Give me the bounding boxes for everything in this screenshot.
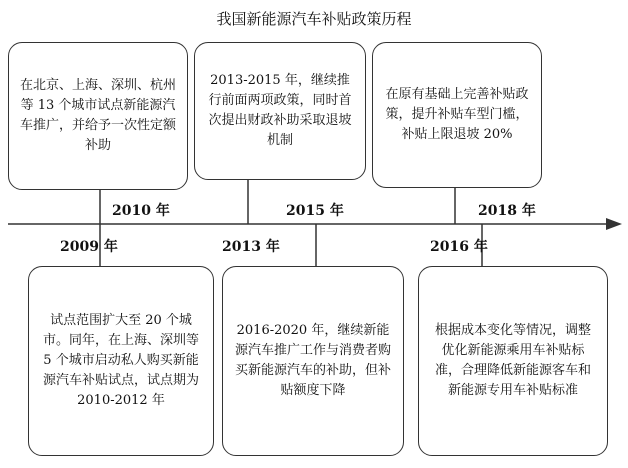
timeline-arrowhead — [606, 218, 622, 230]
event-text: 在北京、上海、深圳、杭州等 13 个城市试点新能源汽车推广，并给予一次性定额补助 — [19, 78, 176, 153]
event-text: 在原有基础上完善补贴政策，提升补贴车型门槛，补贴上限退坡 20% — [385, 87, 529, 142]
event-box-2018 — [418, 266, 608, 456]
year-label-2013: 2013 年 — [222, 239, 280, 255]
event-text: 根据成本变化等情况，调整优化新能源乘用车补贴标准，合理降低新能源客车和新能源专用车补贴标准 — [434, 323, 591, 398]
year-label-2010: 2010 年 — [112, 203, 170, 219]
event-text: 试点范围扩大至 20 个城市。同年，在上海、深圳等 5 个城市启动私人购买新能源汽车补贴试点，试点期为 2010-2012 年 — [42, 313, 199, 408]
year-label-2018: 2018 年 — [478, 203, 536, 219]
event-box-2010 — [28, 266, 214, 456]
event-box-2009 — [8, 42, 188, 190]
event-box-2016 — [372, 42, 542, 188]
event-text: 2016-2020 年，继续新能源汽车推广工作与消费者购买新能源汽车的补助，但补贴额度下降 — [234, 323, 391, 398]
diagram-title: 我国新能源汽车补贴政策历程 — [216, 10, 412, 28]
year-label-2015: 2015 年 — [286, 203, 344, 219]
year-label-2009: 2009 年 — [60, 239, 118, 255]
event-box-2015 — [222, 266, 404, 456]
year-label-2016: 2016 年 — [430, 239, 488, 255]
event-box-2013 — [194, 42, 366, 180]
event-text: 2013-2015 年，继续推行前面两项政策，同时首次提出财政补助采取退坡机制 — [208, 73, 352, 148]
